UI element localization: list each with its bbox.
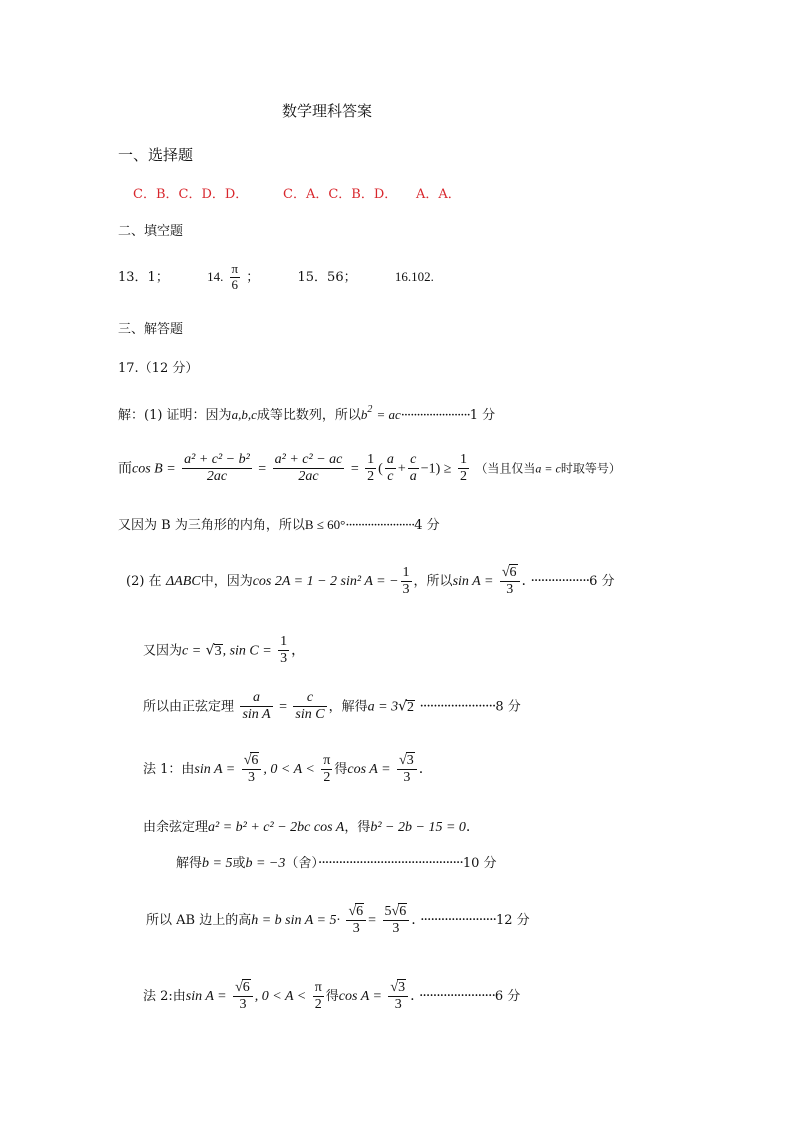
- answer-13: 13．1；: [118, 269, 169, 285]
- score-1: 1 分: [469, 408, 496, 423]
- solution-line-7: 法 1：由sin A = $\frac{√6}{3}$ , 0 < A < $\frac{\pi}{2}$ 得cos A = $\frac{√3}{3}$ .: [143, 752, 424, 786]
- score-10: 10 分: [462, 856, 497, 871]
- choice-answers-1: C．B．C．D．D．: [133, 187, 249, 202]
- question-17-heading: 17.（12 分）: [118, 361, 199, 376]
- score-4: 4 分: [414, 518, 440, 533]
- fill-answers-row: [118, 262, 434, 293]
- score-6b: 6 分: [494, 989, 521, 1005]
- section-heading-fill: 二、填空题: [118, 224, 184, 239]
- choice-answers-2: C．A．C．B．D．: [283, 187, 398, 202]
- solution-line-8: 由余弦定理a² = b² + c² − 2bc cos A，得b² − 2b − 15 = 0.: [143, 819, 471, 835]
- solution-line-10: 所以 AB 边上的高h = b sin A = 5· $\frac{√6}{3}$ = $\frac{5√6}{3}$ . ······················12 分: [146, 904, 530, 937]
- solution-line-3: 又因为 B 为三角形的内角，所以B ≤ 60°······················4 分: [118, 517, 440, 533]
- answer-16: 16.102.: [394, 268, 434, 284]
- answer-14-tail: ；: [246, 269, 260, 285]
- solution-line-1: 解：(1) 证明：因为a,b,c成等比数列，所以$b^2 = ac\cdot\cdot\cdot\cdot\cdot\cdot\cdot\cdot\cdot\cdot\cdot\cdot\cdot\cdot\cdot\cdot\cdot\cdot\cdot\cdot\cdot\cdot 1$ 分: [118, 404, 496, 423]
- solution-line-6: 所以由正弦定理 $\frac{a}{\text{sin A}}$ = $\frac{c}{\text{sin C}}$ ，解得a = 3√2 ······················8 分: [143, 690, 521, 723]
- answer-14-fraction: $\frac{\pi}{6}$: [231, 261, 239, 292]
- answer-15: 15．56；: [297, 269, 357, 285]
- solution-line-11: 法 2:由sin A = $\frac{√6}{3}$ , 0 < A < $\frac{\pi}{2}$ 得cos A = $\frac{√3}{3}$ . ······················6 分: [143, 979, 521, 1013]
- solution-line-5: 又因为c = √3, sin C = $\frac{1}{3}$ ，: [143, 634, 306, 667]
- solution-line-9: 解得b = 5或b = −3（舍）··········································10 分: [176, 855, 497, 871]
- section-heading-solve: 三、解答题: [118, 322, 184, 337]
- page-title: 数学理科答案: [282, 102, 373, 120]
- score-6: 6 分: [589, 574, 615, 590]
- solution-line-4: (2) 在 ΔABC中，因为cos 2A = 1 − 2 sin² A = − $\frac{1}{3}$ ，所以sin A = $\frac{√6}{3}$ . ·················6 分: [126, 564, 615, 598]
- score-12: 12 分: [496, 913, 530, 929]
- choice-answers-3: A．A．: [416, 187, 461, 202]
- score-8: 8 分: [495, 699, 521, 715]
- section-heading-choice: 一、选择题: [118, 146, 194, 164]
- answer-14-label: 14.: [207, 268, 224, 284]
- solution-line-2: 而cos B = $\frac{\text{a² + c² − b²}}{2ac}$ = $\frac{\text{a² + c² − ac}}{2ac}$ = $\frac{1}{2}$ ( $\frac{a}{c}$ + $\frac{c}{a}$ −1) ≥ $\frac{1}{2}$ （当且仅当a = c时取等号）: [118, 452, 621, 485]
